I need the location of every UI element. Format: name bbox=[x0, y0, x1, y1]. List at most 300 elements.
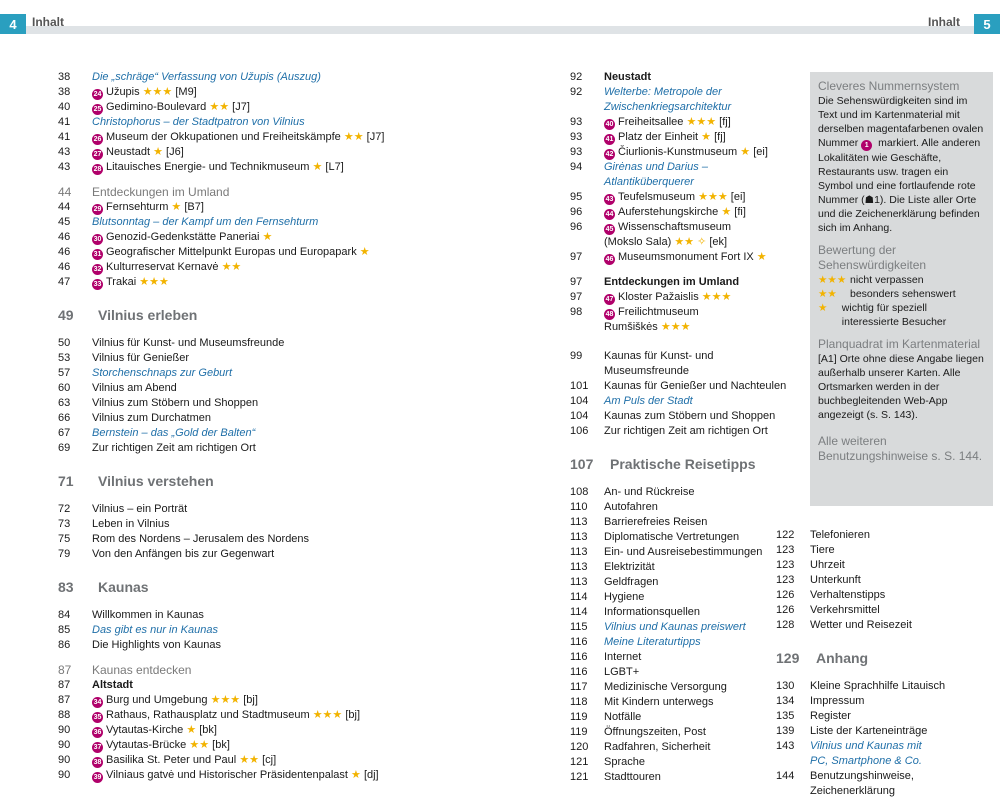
entry-text bbox=[92, 185, 229, 200]
entry-title: Diplomatische Vertretungen bbox=[604, 531, 740, 543]
spacer bbox=[570, 265, 790, 275]
entry-title: PC, Smartphone & Co. bbox=[810, 755, 922, 767]
page-number: 128 bbox=[776, 619, 795, 631]
entry-title: Register bbox=[810, 710, 851, 722]
entry-title: Praktische Reisetipps bbox=[610, 456, 756, 472]
entry-text bbox=[604, 100, 731, 115]
page-number: 85 bbox=[58, 624, 71, 636]
toc-section-heading bbox=[58, 663, 478, 678]
entry-text bbox=[92, 200, 204, 215]
page-number: 87 bbox=[58, 663, 72, 677]
rating-stars: ★★ bbox=[221, 261, 242, 273]
entry-title: Autofahren bbox=[604, 501, 658, 513]
page-number: 97 bbox=[570, 276, 583, 288]
page-number: 46 bbox=[58, 246, 71, 258]
entry-text bbox=[604, 620, 746, 635]
entry-title: Platz der Einheit bbox=[618, 131, 699, 143]
entry-title: (Mokslo Sala) bbox=[604, 236, 672, 248]
sight-number-badge: 44 bbox=[605, 211, 614, 218]
page-number: 46 bbox=[58, 231, 71, 243]
entry-text bbox=[810, 528, 870, 543]
entry-text bbox=[92, 441, 256, 456]
entry-text bbox=[604, 220, 731, 235]
entry-title: Kaunas zum Stöbern und Shoppen bbox=[604, 410, 776, 422]
entry-title: Entdeckungen im Umland bbox=[604, 276, 740, 288]
rating-stars: ★★★ bbox=[660, 321, 691, 333]
entry-text bbox=[604, 515, 707, 530]
sight-number-badge: 29 bbox=[93, 206, 102, 213]
toc-entry bbox=[570, 605, 790, 620]
entry-title: LGBT+ bbox=[604, 666, 640, 678]
entry-title: Sprache bbox=[604, 756, 645, 768]
toc-entry bbox=[58, 160, 478, 175]
rating-stars: ★ bbox=[186, 724, 197, 736]
toc-chapter-heading bbox=[58, 576, 478, 598]
sight-number-badge: 47 bbox=[605, 296, 614, 303]
sight-number-badge: 32 bbox=[93, 266, 102, 273]
toc-entry bbox=[570, 575, 790, 590]
entry-title: Litauisches Energie- und Technikmuseum bbox=[106, 161, 310, 173]
page-number: 134 bbox=[776, 695, 795, 707]
toc-entry bbox=[776, 558, 996, 573]
entry-title: Öffnungszeiten, Post bbox=[604, 726, 706, 738]
page-number: 114 bbox=[570, 591, 588, 603]
page-number: 90 bbox=[58, 724, 71, 736]
entry-title: Vilnius verstehen bbox=[98, 473, 214, 489]
entry-text bbox=[92, 411, 211, 426]
sight-number-badge: 42 bbox=[605, 151, 614, 158]
entry-text bbox=[92, 768, 379, 783]
entry-text bbox=[92, 623, 218, 638]
entry-title: Tiere bbox=[810, 544, 835, 556]
entry-text bbox=[604, 115, 731, 130]
sight-number-badge: 38 bbox=[93, 759, 102, 766]
legend-text: besonders sehenswert bbox=[850, 288, 956, 300]
entry-text bbox=[92, 115, 305, 130]
entry-text bbox=[604, 530, 739, 545]
page-number: 144 bbox=[776, 770, 795, 782]
toc-entry bbox=[570, 160, 790, 175]
entry-title: Auferstehungskirche bbox=[618, 206, 719, 218]
legend-row bbox=[818, 273, 985, 287]
entry-text bbox=[604, 575, 658, 590]
rating-stars: ★★★ bbox=[139, 276, 169, 288]
entry-title: Informationsquellen bbox=[604, 606, 701, 618]
entry-text bbox=[92, 85, 197, 100]
entry-text bbox=[92, 753, 276, 768]
header-band bbox=[0, 26, 1000, 34]
entry-title: Welterbe: Metropole der bbox=[604, 86, 722, 98]
sight-number-badge: 39 bbox=[93, 774, 102, 781]
page-number: 43 bbox=[58, 161, 71, 173]
toc-entry bbox=[570, 710, 790, 725]
toc-chapter-heading bbox=[58, 304, 478, 326]
legend-stars: ★★ bbox=[818, 288, 837, 300]
page-number: 116 bbox=[570, 651, 588, 663]
page-number: 113 bbox=[570, 516, 588, 528]
page-number: 123 bbox=[776, 559, 795, 571]
page-number: 90 bbox=[58, 769, 71, 781]
page-number: 97 bbox=[570, 251, 583, 263]
sight-number-badge: 26 bbox=[93, 136, 102, 143]
toc-entry bbox=[570, 364, 790, 379]
entry-text bbox=[604, 130, 726, 145]
entry-text bbox=[810, 709, 851, 724]
entry-title: Basilika St. Peter und Paul bbox=[106, 754, 237, 766]
spacer bbox=[570, 335, 790, 349]
entry-text bbox=[92, 738, 230, 753]
sight-number-badge: 27 bbox=[93, 151, 102, 158]
entry-text bbox=[604, 379, 786, 394]
entry-title: Mit Kindern unterwegs bbox=[604, 696, 714, 708]
page-number: 63 bbox=[58, 397, 71, 409]
rating-stars: ★ bbox=[721, 206, 732, 218]
toc-section-heading bbox=[58, 185, 478, 200]
rating-legend bbox=[818, 273, 985, 329]
sight-number-badge: 28 bbox=[93, 166, 102, 173]
toc-entry bbox=[58, 638, 478, 653]
page-number: 90 bbox=[58, 739, 71, 751]
map-grid-reference: [J7] bbox=[232, 101, 250, 113]
page-number: 115 bbox=[570, 621, 588, 633]
entry-text bbox=[604, 349, 713, 364]
entry-text bbox=[604, 235, 727, 250]
page-number: 101 bbox=[570, 380, 589, 392]
page-number: 90 bbox=[58, 754, 71, 766]
toc-entry bbox=[570, 500, 790, 515]
entry-title: Gedimino-Boulevard bbox=[106, 101, 207, 113]
entry-text bbox=[92, 245, 370, 260]
rating-stars: ★★ bbox=[239, 754, 260, 766]
entry-text bbox=[92, 100, 250, 115]
page-number: 113 bbox=[570, 576, 588, 588]
map-grid-reference: [J7] bbox=[366, 131, 385, 143]
entry-text bbox=[604, 605, 700, 620]
spacer bbox=[58, 175, 478, 185]
legend-row bbox=[818, 287, 985, 301]
spacer bbox=[570, 439, 790, 453]
spacer bbox=[58, 653, 478, 663]
entry-title: Kaunas entdecken bbox=[92, 663, 192, 677]
toc-entry bbox=[58, 678, 478, 693]
magenta-number-badge: 1 bbox=[861, 140, 872, 151]
toc-entry bbox=[776, 588, 996, 603]
toc-entry bbox=[776, 679, 996, 694]
entry-title: Geografischer Mittelpunkt Europas und Europapark bbox=[106, 246, 357, 258]
page-number: 135 bbox=[776, 710, 795, 722]
page-number: 73 bbox=[58, 518, 71, 530]
page-number: 104 bbox=[570, 410, 589, 422]
toc-entry bbox=[570, 635, 790, 650]
toc-entry bbox=[570, 290, 790, 305]
entry-title: Verkehrsmittel bbox=[810, 604, 880, 616]
entry-title: Vilnius und Kaunas preiswert bbox=[604, 621, 746, 633]
toc-entry bbox=[570, 70, 790, 85]
toc-entry bbox=[58, 608, 478, 623]
entry-title: Stadttouren bbox=[604, 771, 661, 783]
toc-entry bbox=[776, 528, 996, 543]
spacer bbox=[58, 456, 478, 470]
toc-entry bbox=[58, 200, 478, 215]
toc-entry bbox=[58, 70, 478, 85]
toc-entry bbox=[58, 441, 478, 456]
page-number: 96 bbox=[570, 221, 583, 233]
sight-number-badge: 36 bbox=[93, 729, 102, 736]
entry-text bbox=[92, 260, 241, 275]
entry-title: Museum der Okkupationen und Freiheitskämpfe bbox=[106, 131, 341, 143]
rating-stars: ★★ bbox=[189, 739, 210, 751]
entry-text bbox=[604, 680, 727, 695]
spacer bbox=[776, 633, 996, 647]
toc-entry bbox=[776, 739, 996, 754]
entry-text bbox=[92, 723, 217, 738]
entry-text bbox=[604, 205, 746, 220]
sight-number-badge: 24 bbox=[93, 91, 102, 98]
entry-title: Notfälle bbox=[604, 711, 642, 723]
page-number: 107 bbox=[570, 456, 594, 472]
entry-text bbox=[810, 603, 880, 618]
entry-title: Von den Anfängen bis zur Gegenwart bbox=[92, 548, 275, 560]
rating-stars: ★ bbox=[756, 251, 767, 263]
entry-text bbox=[604, 650, 641, 665]
sight-number-badge: 46 bbox=[605, 256, 614, 263]
page-number-right: 5 bbox=[974, 14, 1000, 34]
entry-title: Neustadt bbox=[106, 146, 151, 158]
entry-title: Die „schräge“ Verfassung von Užupis (Auszug) bbox=[92, 71, 321, 83]
toc-entry bbox=[58, 426, 478, 441]
entry-title: Benutzungshinweise, bbox=[810, 770, 914, 782]
entry-title: Neustadt bbox=[604, 71, 652, 83]
entry-text bbox=[92, 517, 169, 532]
entry-text bbox=[92, 547, 274, 562]
toc-entry bbox=[570, 725, 790, 740]
spacer bbox=[58, 598, 478, 608]
spacer bbox=[58, 562, 478, 576]
entry-title: Freiheitsallee bbox=[618, 116, 684, 128]
toc-entry bbox=[570, 175, 790, 190]
toc-column-middle bbox=[570, 70, 790, 785]
entry-title: Blutsonntag – der Kampf um den Fernsehturm bbox=[92, 216, 319, 228]
toc-entry bbox=[570, 650, 790, 665]
map-grid-reference: [bk] bbox=[199, 724, 217, 736]
entry-text bbox=[604, 635, 701, 650]
toc-entry bbox=[776, 543, 996, 558]
map-grid-reference: [J6] bbox=[166, 146, 184, 158]
page-number: 67 bbox=[58, 427, 71, 439]
toc-entry bbox=[776, 694, 996, 709]
map-grid-reference: [bj] bbox=[345, 709, 361, 721]
sight-number-badge: 25 bbox=[93, 106, 102, 113]
toc-entry bbox=[776, 784, 996, 799]
entry-title: Wissenschaftsmuseum bbox=[618, 221, 732, 233]
page-number: 57 bbox=[58, 367, 71, 379]
toc-entry bbox=[570, 100, 790, 115]
entry-title: Genozid-Gedenkstätte Paneriai bbox=[106, 231, 260, 243]
entry-title: Das gibt es nur in Kaunas bbox=[92, 624, 218, 636]
page-number: 92 bbox=[570, 71, 583, 83]
sight-number-badge: 41 bbox=[605, 136, 614, 143]
page-number: 122 bbox=[776, 529, 795, 541]
entry-title: Kaunas bbox=[98, 579, 149, 595]
entry-title: Vilnius zum Durchatmen bbox=[92, 412, 212, 424]
page-number: 120 bbox=[570, 741, 589, 753]
header-title-right: Inhalt bbox=[928, 15, 960, 29]
entry-text bbox=[810, 573, 861, 588]
info-heading-rating: Bewertung der Sehenswürdigkeiten bbox=[818, 243, 927, 272]
entry-title: Museumsfreunde bbox=[604, 365, 689, 377]
page-number-left: 4 bbox=[0, 14, 26, 34]
entry-title: Freilichtmuseum bbox=[618, 306, 699, 318]
info-box bbox=[810, 72, 993, 506]
toc-entry bbox=[776, 769, 996, 784]
toc-entry bbox=[58, 100, 478, 115]
page-number: 88 bbox=[58, 709, 71, 721]
spacer bbox=[776, 669, 996, 679]
page-number: 49 bbox=[58, 307, 74, 323]
entry-text bbox=[92, 638, 221, 653]
entry-title: Vilniaus gatvė und Historischer Präsidentenpalast bbox=[106, 769, 348, 781]
toc-entry bbox=[570, 770, 790, 785]
toc-entry bbox=[58, 738, 478, 753]
toc-entry bbox=[570, 275, 790, 290]
entry-title: Wetter und Reisezeit bbox=[810, 619, 912, 631]
toc-entry bbox=[58, 215, 478, 230]
toc-chapter-heading bbox=[58, 470, 478, 492]
toc-entry bbox=[58, 230, 478, 245]
rating-stars: ★★★ bbox=[701, 291, 732, 303]
toc-entry bbox=[58, 411, 478, 426]
page-number: 41 bbox=[58, 116, 71, 128]
toc-entry bbox=[570, 560, 790, 575]
rating-stars: ★★★ bbox=[312, 709, 343, 721]
toc-entry bbox=[570, 145, 790, 160]
toc-entry bbox=[58, 366, 478, 381]
map-grid-reference: [bk] bbox=[212, 739, 230, 751]
entry-text bbox=[92, 396, 258, 411]
info-heading-numbers: Cleveres Nummernsystem bbox=[818, 79, 960, 93]
entry-title: Čiurlionis-Kunstmuseum bbox=[618, 146, 738, 158]
map-grid-reference: [ek] bbox=[709, 236, 728, 248]
page-number: 139 bbox=[776, 725, 795, 737]
page-number: 71 bbox=[58, 473, 74, 489]
entry-text bbox=[810, 679, 945, 694]
entry-text bbox=[810, 739, 922, 754]
entry-text bbox=[604, 710, 641, 725]
page-number: 84 bbox=[58, 609, 71, 621]
page-number: 87 bbox=[58, 679, 71, 691]
page-number: 60 bbox=[58, 382, 71, 394]
sight-number-badge: 48 bbox=[605, 311, 614, 318]
entry-title: Rathaus, Rathausplatz und Stadtmuseum bbox=[106, 709, 310, 721]
page-number: 123 bbox=[776, 574, 795, 586]
entry-title: Leben in Vilnius bbox=[92, 518, 170, 530]
map-grid-reference: [fj] bbox=[719, 116, 731, 128]
entry-title: Fernsehturm bbox=[106, 201, 169, 213]
page-number: 110 bbox=[570, 501, 588, 513]
entry-text bbox=[810, 588, 885, 603]
toc-entry bbox=[570, 409, 790, 424]
page-number: 98 bbox=[570, 306, 583, 318]
toc-entry bbox=[570, 305, 790, 320]
entry-title: Kulturreservat Kernavė bbox=[106, 261, 219, 273]
entry-text bbox=[604, 250, 767, 265]
entry-title: Zeichenerklärung bbox=[810, 785, 895, 797]
page-number: 106 bbox=[570, 425, 589, 437]
legend-row bbox=[818, 301, 985, 329]
entry-text bbox=[604, 770, 661, 785]
page-number: 79 bbox=[58, 548, 71, 560]
entry-text bbox=[98, 576, 149, 598]
page-number: 75 bbox=[58, 533, 71, 545]
map-grid-reference: [B7] bbox=[184, 201, 204, 213]
entry-title: Radfahren, Sicherheit bbox=[604, 741, 711, 753]
toc-entry bbox=[58, 260, 478, 275]
entry-text bbox=[810, 694, 864, 709]
toc-entry bbox=[570, 515, 790, 530]
rating-stars: ★ bbox=[153, 146, 163, 158]
entry-text bbox=[92, 351, 189, 366]
entry-title: Vilnius – ein Porträt bbox=[92, 503, 188, 515]
entry-text bbox=[604, 320, 690, 335]
page-number: 46 bbox=[58, 261, 71, 273]
entry-title: Kleine Sprachhilfe Litauisch bbox=[810, 680, 946, 692]
page-number: 104 bbox=[570, 395, 589, 407]
entry-title: Vilnius und Kaunas mit bbox=[810, 740, 922, 752]
entry-text bbox=[604, 725, 706, 740]
entry-title: Kaunas für Kunst- und bbox=[604, 350, 714, 362]
toc-entry bbox=[58, 693, 478, 708]
page-number: 143 bbox=[776, 740, 795, 752]
rating-stars: ★ bbox=[359, 246, 370, 258]
page-number: 93 bbox=[570, 146, 583, 158]
rating-stars: ★ bbox=[701, 131, 712, 143]
spacer bbox=[570, 475, 790, 485]
info-heading-more: Alle weiteren Benutzungshinweise s. S. 144. bbox=[818, 434, 983, 463]
entry-text bbox=[604, 695, 713, 710]
entry-title: Elektrizität bbox=[604, 561, 655, 573]
toc-entry bbox=[58, 85, 478, 100]
entry-text bbox=[92, 215, 318, 230]
entry-text bbox=[92, 145, 184, 160]
page-number: 87 bbox=[58, 694, 71, 706]
entry-title: Ein- und Ausreisebestimmungen bbox=[604, 546, 763, 558]
toc-entry bbox=[570, 394, 790, 409]
page-number: 86 bbox=[58, 639, 71, 651]
entry-text bbox=[92, 708, 360, 723]
toc-entry bbox=[570, 590, 790, 605]
rating-stars: ★★ bbox=[343, 131, 364, 143]
sight-number-badge: 45 bbox=[605, 226, 614, 233]
entry-title: Unterkunft bbox=[810, 574, 861, 586]
entry-text bbox=[92, 502, 187, 517]
entry-text bbox=[604, 485, 695, 500]
rating-stars: ★★ ✧ bbox=[674, 236, 707, 248]
entry-text bbox=[92, 130, 384, 145]
entry-text bbox=[604, 665, 639, 680]
page-number: 95 bbox=[570, 191, 583, 203]
toc-entry bbox=[570, 620, 790, 635]
page-number: 50 bbox=[58, 337, 71, 349]
entry-text bbox=[604, 305, 699, 320]
entry-text bbox=[92, 275, 169, 290]
entry-text bbox=[92, 160, 344, 175]
toc-chapter-heading bbox=[570, 453, 790, 475]
entry-title: Bernstein – das „Gold der Balten“ bbox=[92, 427, 256, 439]
toc-entry bbox=[58, 245, 478, 260]
page-number: 93 bbox=[570, 131, 583, 143]
entry-title: Zur richtigen Zeit am richtigen Ort bbox=[604, 425, 768, 437]
page-number: 130 bbox=[776, 680, 795, 692]
